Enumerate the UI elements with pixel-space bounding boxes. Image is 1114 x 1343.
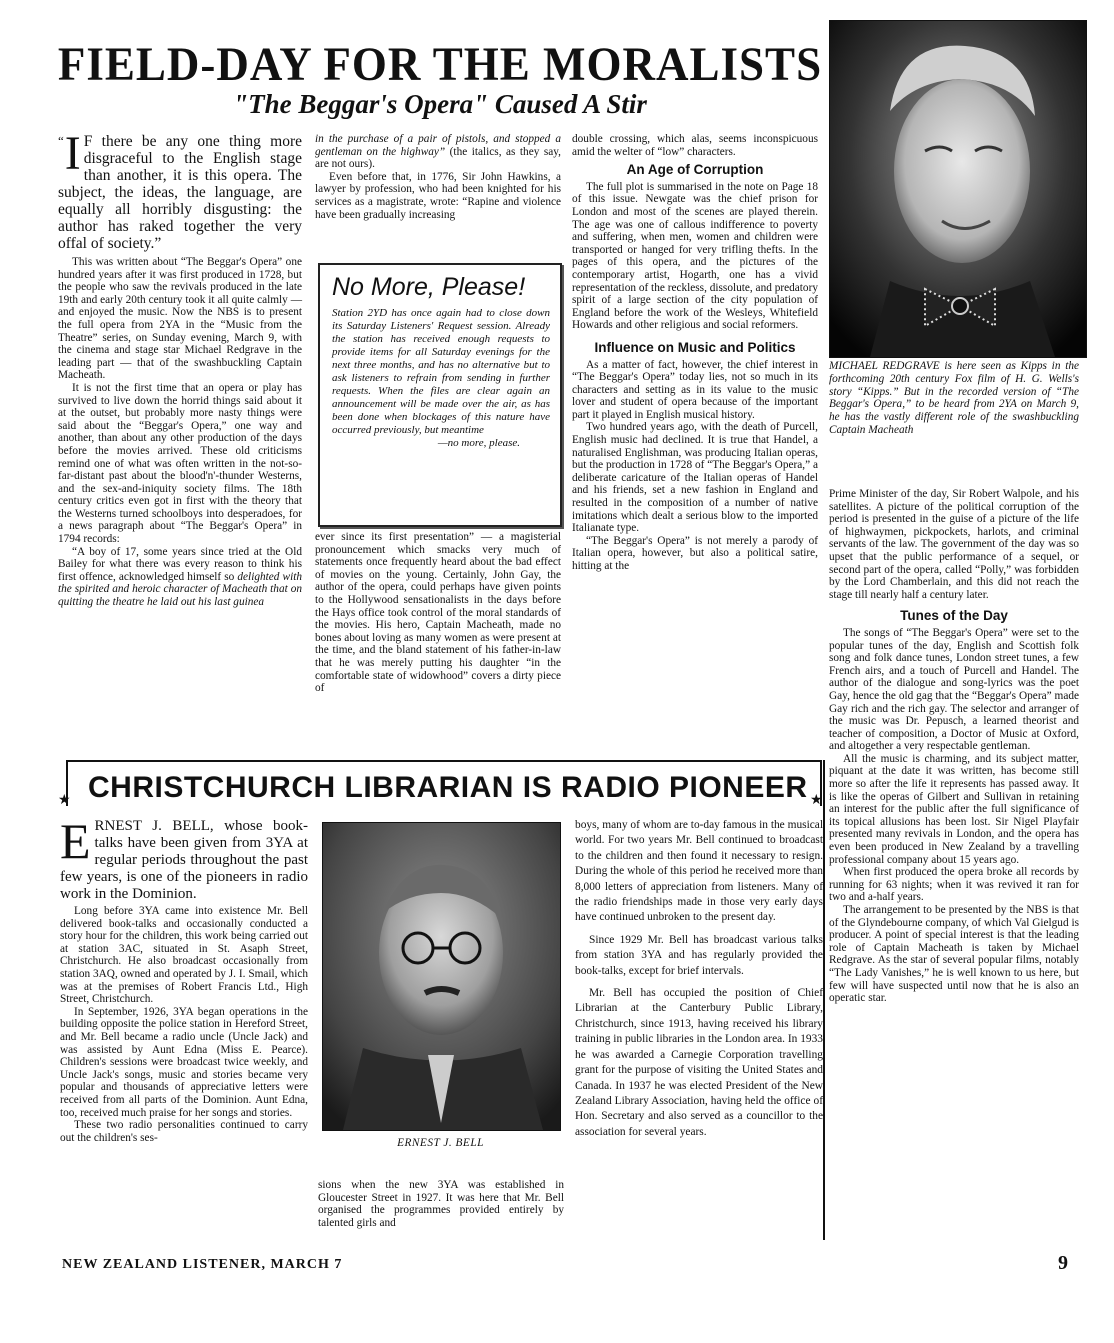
second-story-headline: CHRISTCHURCH LIBRARIAN IS RADIO PIONEER	[88, 771, 808, 804]
section-heading: An Age of Corruption	[626, 162, 764, 178]
dropcap: I	[64, 127, 81, 180]
paragraph: This was written about “The Beggar's Opera” one hundred years after it was first produced in 1728, but the people who saw the revivals produced in the late 19th and early 20th century took it all quite calmly — and enjoyed the music. Now the NBS is to present the full opera from 2YA in the “Music from the Theatre” series, on Sunday evening, March 9, with the cinema and stage star Michael Redgrave in the leading part — that of the swashbuckling Captain Macheath.	[58, 256, 302, 382]
paragraph: As a matter of fact, however, the chief interest in “The Beggar's Opera” today lies, not so much in its characters and setting as in its value to the music lover and student of opera because of the important part it played in English musical history.	[572, 358, 818, 421]
subheadline: "The Beggar's Opera" Caused A Stir	[233, 89, 647, 119]
star-icon-right: ★	[810, 792, 823, 808]
column-divider	[823, 760, 825, 1240]
paragraph: ever since its first presentation” — a magisterial pronouncement which smacks very much of statements once frequently heard about the bad effect of movies on the young. Certainly, John Gay, the author of the opera, could perhaps have given points to the Hollywood sensationalists in the days before the Hays office took control of the moral standards of the movies. His hero, Captain Macheath, made no bones about loving as many women as were present at the time, and the bland statement of his father-in-law that he was merely putting his daughter “in the comfortable state of widowhood” covers a dirty piece of	[315, 531, 561, 695]
paragraph: In September, 1926, 3YA began operations in the building opposite the police station in Hereford Street, and Mr. Bell became a radio uncle (Uncle Jack) and was assisted by Aunt Edna (Miss E. Pearce). Children's sessions were broadcast twice weekly, and Uncle Jack's songs, music and stories became very popular and thousands of appreciative letters were received from all parts of the Dominion. Aunt Edna, too, received much praise for her songs and stories.	[60, 1005, 308, 1119]
lead-quote-mark: “	[58, 133, 64, 148]
lead-text: RNEST J. BELL, whose book-talks have been given from 3YA at regular periods throughout the past few years, is one of the pioneers in radio work in the Dominion.	[60, 818, 308, 902]
bell-photo-caption: ERNEST J. BELL	[397, 1137, 484, 1149]
top-story-column-2	[315, 133, 561, 221]
paragraph: Mr. Bell has occupied the position of Chief Librarian at the Canterbury Public Library, Christchurch, since 1913, having received his library training in public libraries in the London area. In 1933 he was awarded a Carnegie Corporation travelling grant for the purpose of visiting the United States and Canada. In 1937 he was elected President of the New Zealand Library Association, having held the office of Hon. Secretary and also served as a councillor to the association for several years.	[575, 987, 823, 1138]
lead-paragraph	[58, 127, 302, 252]
section-heading: Influence on Music and Politics	[594, 339, 796, 355]
paragraph: boys, many of whom are to-day famous in the musical world. For two years Mr. Bell continued to broadcast to the children and then found it necessary to resign. During the whole of this period he received more than 8,000 letters of appreciation from listeners. Many of the radio friendships made in those very early days have continued unbroken to the present day.	[575, 819, 824, 924]
paragraph: Since 1929 Mr. Bell has broadcast various talks from station 3YA and has regularly provided the book-talks, except for brief intervals.	[575, 933, 823, 977]
box-text: Station 2YD has once again had to close down its Saturday Listeners' Request session. Already the station has received enough requests to provide items for all Saturday evenings for the next three months, and has no alternative but to ask listeners to refrain from sending in further requests. When the files are clear again an announcement will be made over the air, as has been done when blockages of this nature have occurred previously, but meantime	[332, 307, 550, 436]
box-title: No More, Please!	[332, 273, 526, 301]
headline: FIELD-DAY FOR THE MORALISTS	[57, 37, 823, 91]
portrait-illustration	[830, 21, 1086, 357]
star-icon-left: ★	[58, 792, 71, 808]
paragraph: It is not the first time that an opera or play has survived to live down the horrid things said about it at the outset, but probably more nasty things were said about the “Beggar's Opera,” one way and another, than about any other production of the days before the movies arrived. These old criticisms remind one of what was often written in the not-so-far-distant past about the blood'n'-thunder Westerns, and the sex-and-iniquity society films. The 18th century critics even got in first with the theory that the Westerns turned schoolboys into desperadoes, for a news paragraph about “The Beggar's Opera” in 1794 records:	[58, 381, 302, 546]
quote-italic: in the purchase of a pair of pistols, and stopped a gentleman on the highway”	[315, 133, 561, 158]
box-signoff: —no more, please.	[437, 437, 520, 449]
publication-footer: NEW ZEALAND LISTENER, MARCH 7	[62, 1257, 343, 1272]
paragraph	[315, 133, 561, 171]
paragraph: double crossing, which alas, seems inconspicuous amid the welter of “low” characters.	[572, 133, 818, 158]
lead-text: F there be any one thing more disgraceful to the English stage than another, it is this opera. The subject, the ideas, the language, are equally all horribly disgusting: the author has raked together the very offal of society.”	[58, 133, 302, 252]
quote-roman: (the italics, as they say, are not ours).	[315, 145, 561, 171]
quote-italic: delighted with the spirited and heroic character of Macheath that on quitting the theatre he laid out his last guinea	[58, 570, 302, 609]
paragraph: When first produced the opera broke all records by running for 63 nights; when it was revived it ran for two and a-half years.	[829, 866, 1079, 904]
paragraph: Even before that, in 1776, Sir John Hawkins, a lawyer by profession, who had been knighted for his services as a magistrate, wrote: “Rapine and violence have been gradually increasing	[315, 170, 561, 221]
second-story-column-1	[60, 813, 308, 1144]
paragraph: sions when the new 3YA was established in Gloucester Street in 1927. It was here that Mr. Bell organised the programmes provided entirely by talented girls and	[318, 1179, 564, 1229]
paragraph: Prime Minister of the day, Sir Robert Walpole, and his satellites. A picture of the political corruption of the period is presented in the guise of a picture of the life of highwaymen, pickpockets, harlots, and criminal servants of the law. The government of the day was so upset that the public performance of a sequel, or second part of the opera, called “Polly,” was forbidden by the Lord Chamberlain, and this did not reach the stage till nearly half a century later.	[829, 488, 1079, 601]
paragraph: Long before 3YA came into existence Mr. Bell delivered book-talks and occasionally conducted a story hour for the children, this work being carried out at station 3AC, situated in St. Asaph Street, Christchurch. He also broadcast occasionally from station 3AQ, owned and operated by J. I. Smail, which was at the premises of Robert Francis Ltd., High Street, Christchurch.	[60, 905, 308, 1006]
paragraph	[58, 546, 302, 609]
second-story-column-2	[318, 1179, 564, 1229]
second-story-column-3	[575, 818, 823, 1140]
paragraph: “The Beggar's Opera” is not merely a parody of Italian opera, however, but also a political satire, hitting at the	[572, 534, 818, 572]
portrait-illustration	[323, 823, 560, 1130]
top-story-column-4	[829, 488, 1079, 1005]
paragraph: These two radio personalities continued to carry out the children's ses-	[60, 1119, 308, 1144]
paragraph: Two hundred years ago, with the death of Purcell, English music had declined. It is true that Handel, a naturalised Englishman, was producing Italian operas, but the production in 1728 of “The Beggar's Opera,” a deliberate caricature of the Italian operas of Handel and his friends, set a new fashion in England and resulted in the composition of a number of native imitations which dealt a serious blow to the imported Italianate type.	[572, 421, 818, 535]
no-more-please-box	[318, 263, 562, 527]
lead-paragraph	[60, 813, 308, 903]
section-heading: Tunes of the Day	[900, 608, 1008, 624]
paragraph: The songs of “The Beggar's Opera” were set to the popular tunes of the day, English and Scottish folk song and folk dance tunes, London street tunes, a few French airs, and a touch of Purcell and Handel. The author of the dialogue and song-lyrics was the poet Gay, hence the old gag that the “Beggar's Opera” made Gay rich and the rich gay. The selector and arranger of the music was Dr. Pepusch, a learned theorist and teacher of composition, a Doctor of Music at Oxford, and altogether a very respectable gentleman.	[829, 626, 1079, 753]
paragraph: The arrangement to be presented by the NBS is that of the Glyndebourne company, of which Val Gielgud is producer. A point of special interest is that the leading role of Captain Macheath is taken by Michael Redgrave. As the star of several popular films, notably “The Lady Vanishes,” he is well known to us here, but few will have suspected until now that he is also an operatic star.	[829, 904, 1079, 1005]
michael-redgrave-photo	[829, 20, 1087, 358]
page-number: 9	[1058, 1252, 1069, 1274]
dropcap: E	[60, 813, 91, 869]
redgrave-photo-caption: MICHAEL REDGRAVE is here seen as Kipps in the forthcoming 20th century Fox film of H. G. Wells's story “Kipps.” But in the recorded version of “The Beggar's Opera,” to be heard from 2YA on March 9, he has the vastly different role of the swashbuckling Captain Macheath	[829, 360, 1079, 436]
ernest-bell-photo	[322, 822, 561, 1131]
paragraph: The full plot is summarised in the note on Page 18 of this issue. Newgate was the chief prison for London and most of the scenes are played therein. The age was one of callous indifference to poverty and suffering, when men, women and children were transported or hanged for very trifling thefts. In the pages of this opera, and the pictures of the contemporary artist, Hogarth, one has a vivid representation of the reckless, dissolute, and predatory spirit of a large section of the city population of England before the work of the Wesleys, Whitefield Howards and other religious and social reformers.	[572, 180, 818, 332]
quote-roman: “A boy of 17, some years since tried at the Old Bailey for what there was every reason to think his first offence, acknowledged himself so	[58, 545, 302, 583]
top-story-column-3	[572, 133, 818, 573]
top-story-column-1	[58, 127, 302, 609]
paragraph: All the music is charming, and its subject matter, piquant at the date it was written, has become still more so after the life it represents has passed away. It is like the operas of Gilbert and Sullivan in retaining an interest for the public after the full significance of its topical allusions has been lost. Sir Nigel Playfair presented many revivals in London, and the opera has even been produced in New Zealand by a travelling professional company about 15 years ago.	[829, 752, 1079, 866]
top-story-column-2-continued	[315, 531, 561, 695]
